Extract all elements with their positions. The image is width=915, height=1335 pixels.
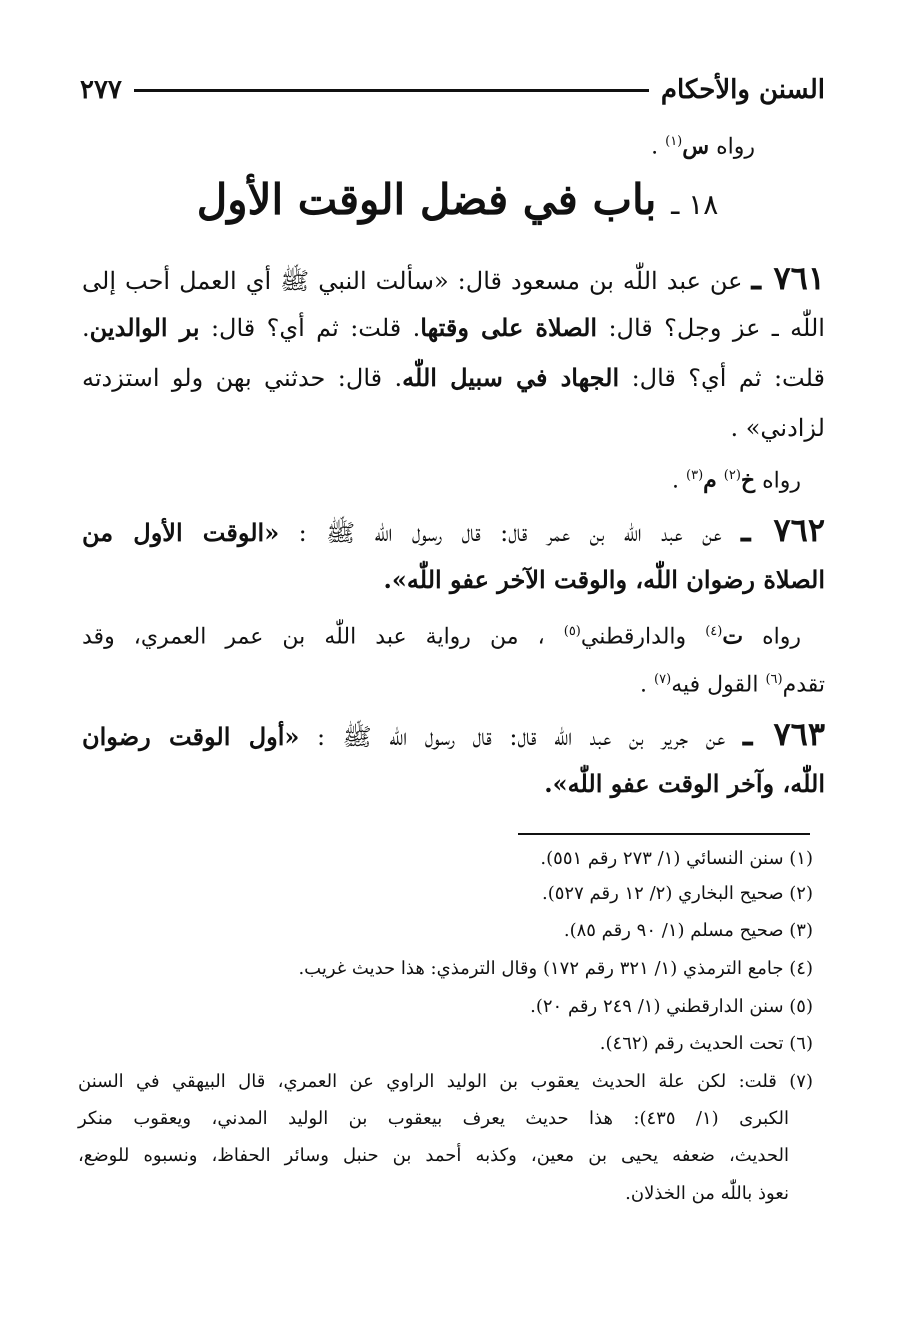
source-code: م xyxy=(703,467,717,494)
footnote-ref: (٢) xyxy=(723,468,741,483)
hadith-text: والدارقطني xyxy=(580,624,687,650)
source-code: س xyxy=(682,133,710,160)
hadith-761-line-1 xyxy=(82,256,825,300)
hadith-text: . قلت: ثم أي؟ قال: xyxy=(210,314,421,342)
footnote-2: (٢) صحيح البخاري (٢/ ١٢ رقم ٥٢٧). xyxy=(542,883,813,904)
footnote-ref: (٤) xyxy=(705,624,723,639)
rawah-label: رواه xyxy=(716,134,755,160)
hadith-761-attribution xyxy=(672,456,801,496)
footnote-ref: (٧) xyxy=(654,672,672,687)
hadith-762-attribution-1 xyxy=(82,612,801,652)
hadith-text: اللّٰه ـ عز وجل؟ قال: xyxy=(608,314,825,342)
hadith-761-line-4 xyxy=(730,406,825,450)
footnote-7-line-2: الكبرى (١/ ٤٣٥): هذا حديث يعرف بيعقوب بن الوليد المدني، ويعقوب منكر xyxy=(78,1108,789,1129)
chapter-heading xyxy=(80,170,835,230)
hadith-763-line-2 xyxy=(544,762,825,806)
intro-attribution xyxy=(651,122,755,162)
hadith-762-line-1 xyxy=(82,508,825,552)
footnote-7-line-1: (٧) قلت: لكن علة الحديث يعقوب بن الوليد الراوي عن العمري، قال البيهقي في السنن xyxy=(78,1071,813,1092)
footnote-ref: (٦) xyxy=(765,672,783,687)
running-header xyxy=(80,70,825,110)
hadith-bold-text: الجهاد في سبيل اللّٰه xyxy=(402,363,620,392)
hadith-bold-text: «أول الوقت رضوان xyxy=(82,722,300,751)
footnote-ref: (٣) xyxy=(686,468,704,483)
footnote-1: (١) سنن النسائي (١/ ٢٧٣ رقم ٥٥١). xyxy=(540,848,813,869)
footnote-ref: (٥) xyxy=(563,624,581,639)
hadith-text: عن جرير بن عبد اللّٰه قال: قال رسول اللّٰه ﷺ : xyxy=(316,723,726,751)
hadith-number: ٧٦٢ ـ xyxy=(741,511,826,549)
hadith-text: . xyxy=(82,314,90,342)
hadith-763-line-1 xyxy=(82,712,825,756)
source-code: ت xyxy=(722,623,744,650)
footnote-separator xyxy=(518,833,810,835)
hadith-text: القول فيه xyxy=(671,672,759,698)
hadith-text: تقدم xyxy=(782,672,825,698)
chapter-title: باب في فضل الوقت الأول xyxy=(196,175,657,224)
hadith-761-line-3 xyxy=(82,356,825,400)
footnote-4: (٤) جامع الترمذي (١/ ٣٢١ رقم ١٧٢) وقال الترمذي: هذا حديث غريب. xyxy=(298,958,813,979)
hadith-text: ، من رواية عبد اللّٰه بن عمر العمري، وقد xyxy=(82,624,545,650)
rawah-label: رواه xyxy=(762,624,802,650)
hadith-bold-text: الصلاة رضوان اللّٰه، والوقت الآخر عفو اللّٰه». xyxy=(383,565,825,594)
hadith-number: ٧٦١ ـ xyxy=(751,259,826,297)
footnote-3: (٣) صحيح مسلم (١/ ٩٠ رقم ٨٥). xyxy=(563,920,813,941)
running-title: السنن والأحكام xyxy=(660,75,825,105)
hadith-number: ٧٦٣ ـ xyxy=(742,715,826,753)
rawah-label: رواه xyxy=(762,468,801,494)
chapter-number: ١٨ ـ xyxy=(671,188,719,221)
footnote-7-line-3: الحديث، ضعفه يحيى بن معين، وكذبه أحمد بن حنبل وسائر الحفاظ، ونسبوه للوضع، xyxy=(78,1145,789,1166)
footnote-6: (٦) تحت الحديث رقم (٤٦٢). xyxy=(599,1033,813,1054)
hadith-762-line-2 xyxy=(384,558,825,602)
hadith-text: لزادني» . xyxy=(730,414,825,442)
hadith-762-attribution-2 xyxy=(640,660,825,700)
footnote-7-line-4: نعوذ باللّٰه من الخذلان. xyxy=(625,1183,789,1204)
hadith-bold-text: الصلاة على وقتها xyxy=(420,313,598,342)
footnote-5: (٥) سنن الدارقطني (١/ ٢٤٩ رقم ٢٠). xyxy=(530,996,813,1017)
footnote-ref: (١) xyxy=(665,134,683,149)
source-code: خ xyxy=(740,467,756,494)
hadith-761-line-2 xyxy=(82,306,825,350)
hadith-bold-text: «الوقت الأول من xyxy=(82,518,280,547)
hadith-text: . قال: حدثني بهن ولو استزدته xyxy=(82,364,403,392)
hadith-bold-text: اللّٰه، وآخر الوقت عفو اللّٰه». xyxy=(544,769,825,798)
end-mark: . xyxy=(651,134,659,160)
hadith-text: عن عبد اللّٰه بن مسعود قال: «سألت النبي ﷺ أي العمل أحب إلى xyxy=(82,267,743,295)
end-mark: . xyxy=(640,672,648,698)
end-mark: . xyxy=(672,468,679,494)
hadith-text: عن عبد اللّٰه بن عمر قال: قال رسول اللّٰه ﷺ : xyxy=(298,519,722,547)
header-rule xyxy=(134,89,649,92)
page-number: ٢٧٧ xyxy=(80,75,122,105)
hadith-bold-text: بر الوالدين xyxy=(89,313,200,342)
hadith-text: قلت: ثم أي؟ قال: xyxy=(631,364,826,392)
